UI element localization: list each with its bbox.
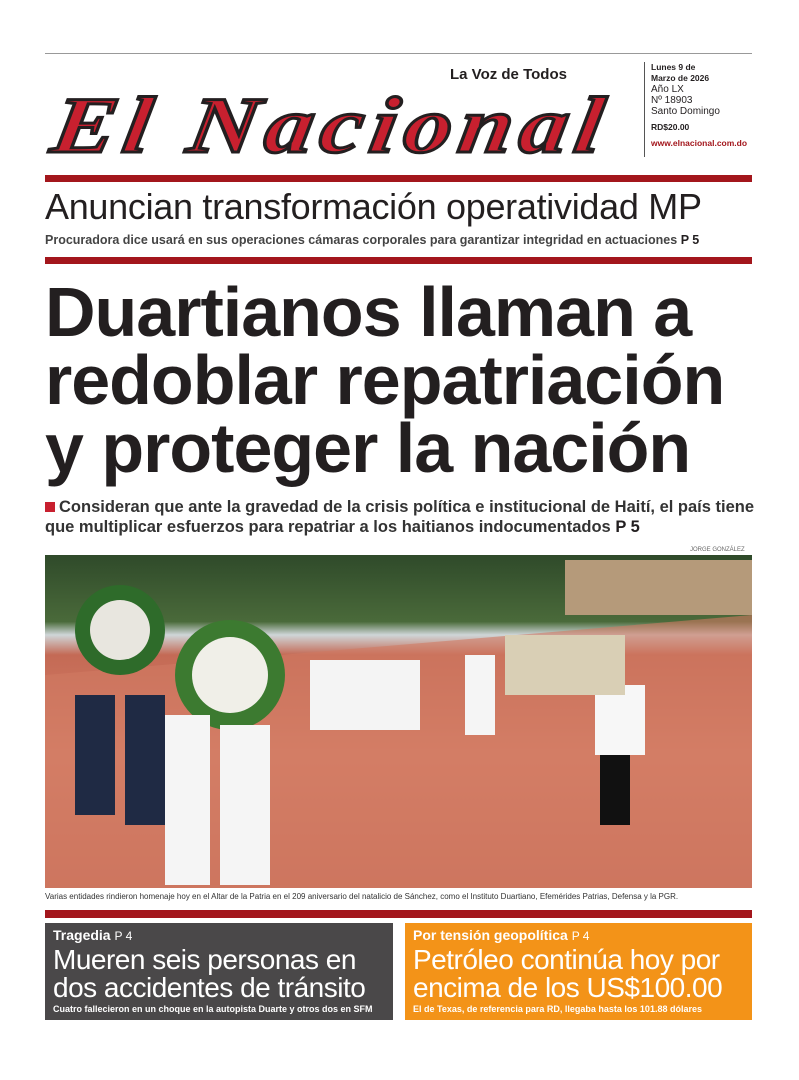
photo-caption: Varias entidades rindieron homenaje hoy en el Altar de la Patria en el 209 aniversario del natalicio de Sánchez, como el Instituto Duartiano, Efemérides Patrias, Defensa y la PGR. [45,892,679,901]
box-deck: El de Texas, de referencia para RD, llegaba hasta los 101.88 dólares [413,1004,702,1014]
date-line: Lunes 9 de [651,62,696,72]
divider [45,910,752,918]
lead-headline[interactable]: Duartianos llaman a redoblar repatriación y proteger la nación [45,273,725,487]
deck-text: Consideran que ante la gravedad de la crisis política e institucional de Haití, el país tiene que multiplicar esfuerzos para repatriar a los haitianos indocumentados [45,498,755,536]
page-ref: P 5 [615,518,640,536]
photo-credit: JORGE GONZÁLEZ [690,547,745,553]
page-ref: P 4 [571,929,590,943]
page-ref: P 4 [114,929,133,943]
website-link[interactable]: www.elnacional.com.do [651,138,748,148]
box-headline: Petróleo continúa hoy por encima de los US$100.00 [413,944,723,1003]
issue-number: Nº 18903 [651,95,693,106]
kicker [53,927,385,944]
story-box-petroleo[interactable] [405,923,752,1020]
divider [45,257,752,264]
top-rule [45,53,752,54]
page-ref: P 5 [680,233,700,247]
kicker-text: Tragedia [53,927,111,943]
secondary-headline[interactable]: Anuncian transformación operatividad MP [45,186,702,227]
box-deck: Cuatro fallecieron en un choque en la autopista Duarte y otros dos en SFM [53,1004,373,1014]
bullet-square-icon [45,502,55,512]
lead-deck [45,497,755,537]
secondary-subhead [45,233,699,248]
slogan: La Voz de Todos [450,66,567,83]
box-headline: Mueren seis personas en dos accidentes de tránsito [53,944,366,1003]
story-box-tragedia[interactable] [45,923,393,1020]
date-line: Marzo de 2026 [651,73,710,83]
lead-photo[interactable] [45,555,752,888]
photo-illustration [45,555,752,888]
divider [45,175,752,182]
subhead-text: Procuradora dice usará en sus operaciones cámaras corporales para garantizar integridad en actuaciones [45,233,678,247]
edition-info [644,62,759,157]
kicker-text: Por tensión geopolítica [413,927,568,943]
price: RD$20.00 [651,122,690,132]
year: Año LX [651,84,684,95]
logo-text: El Nacional [45,82,618,170]
masthead-logo[interactable] [45,82,630,170]
city: Santo Domingo [651,106,720,117]
kicker [413,927,744,944]
